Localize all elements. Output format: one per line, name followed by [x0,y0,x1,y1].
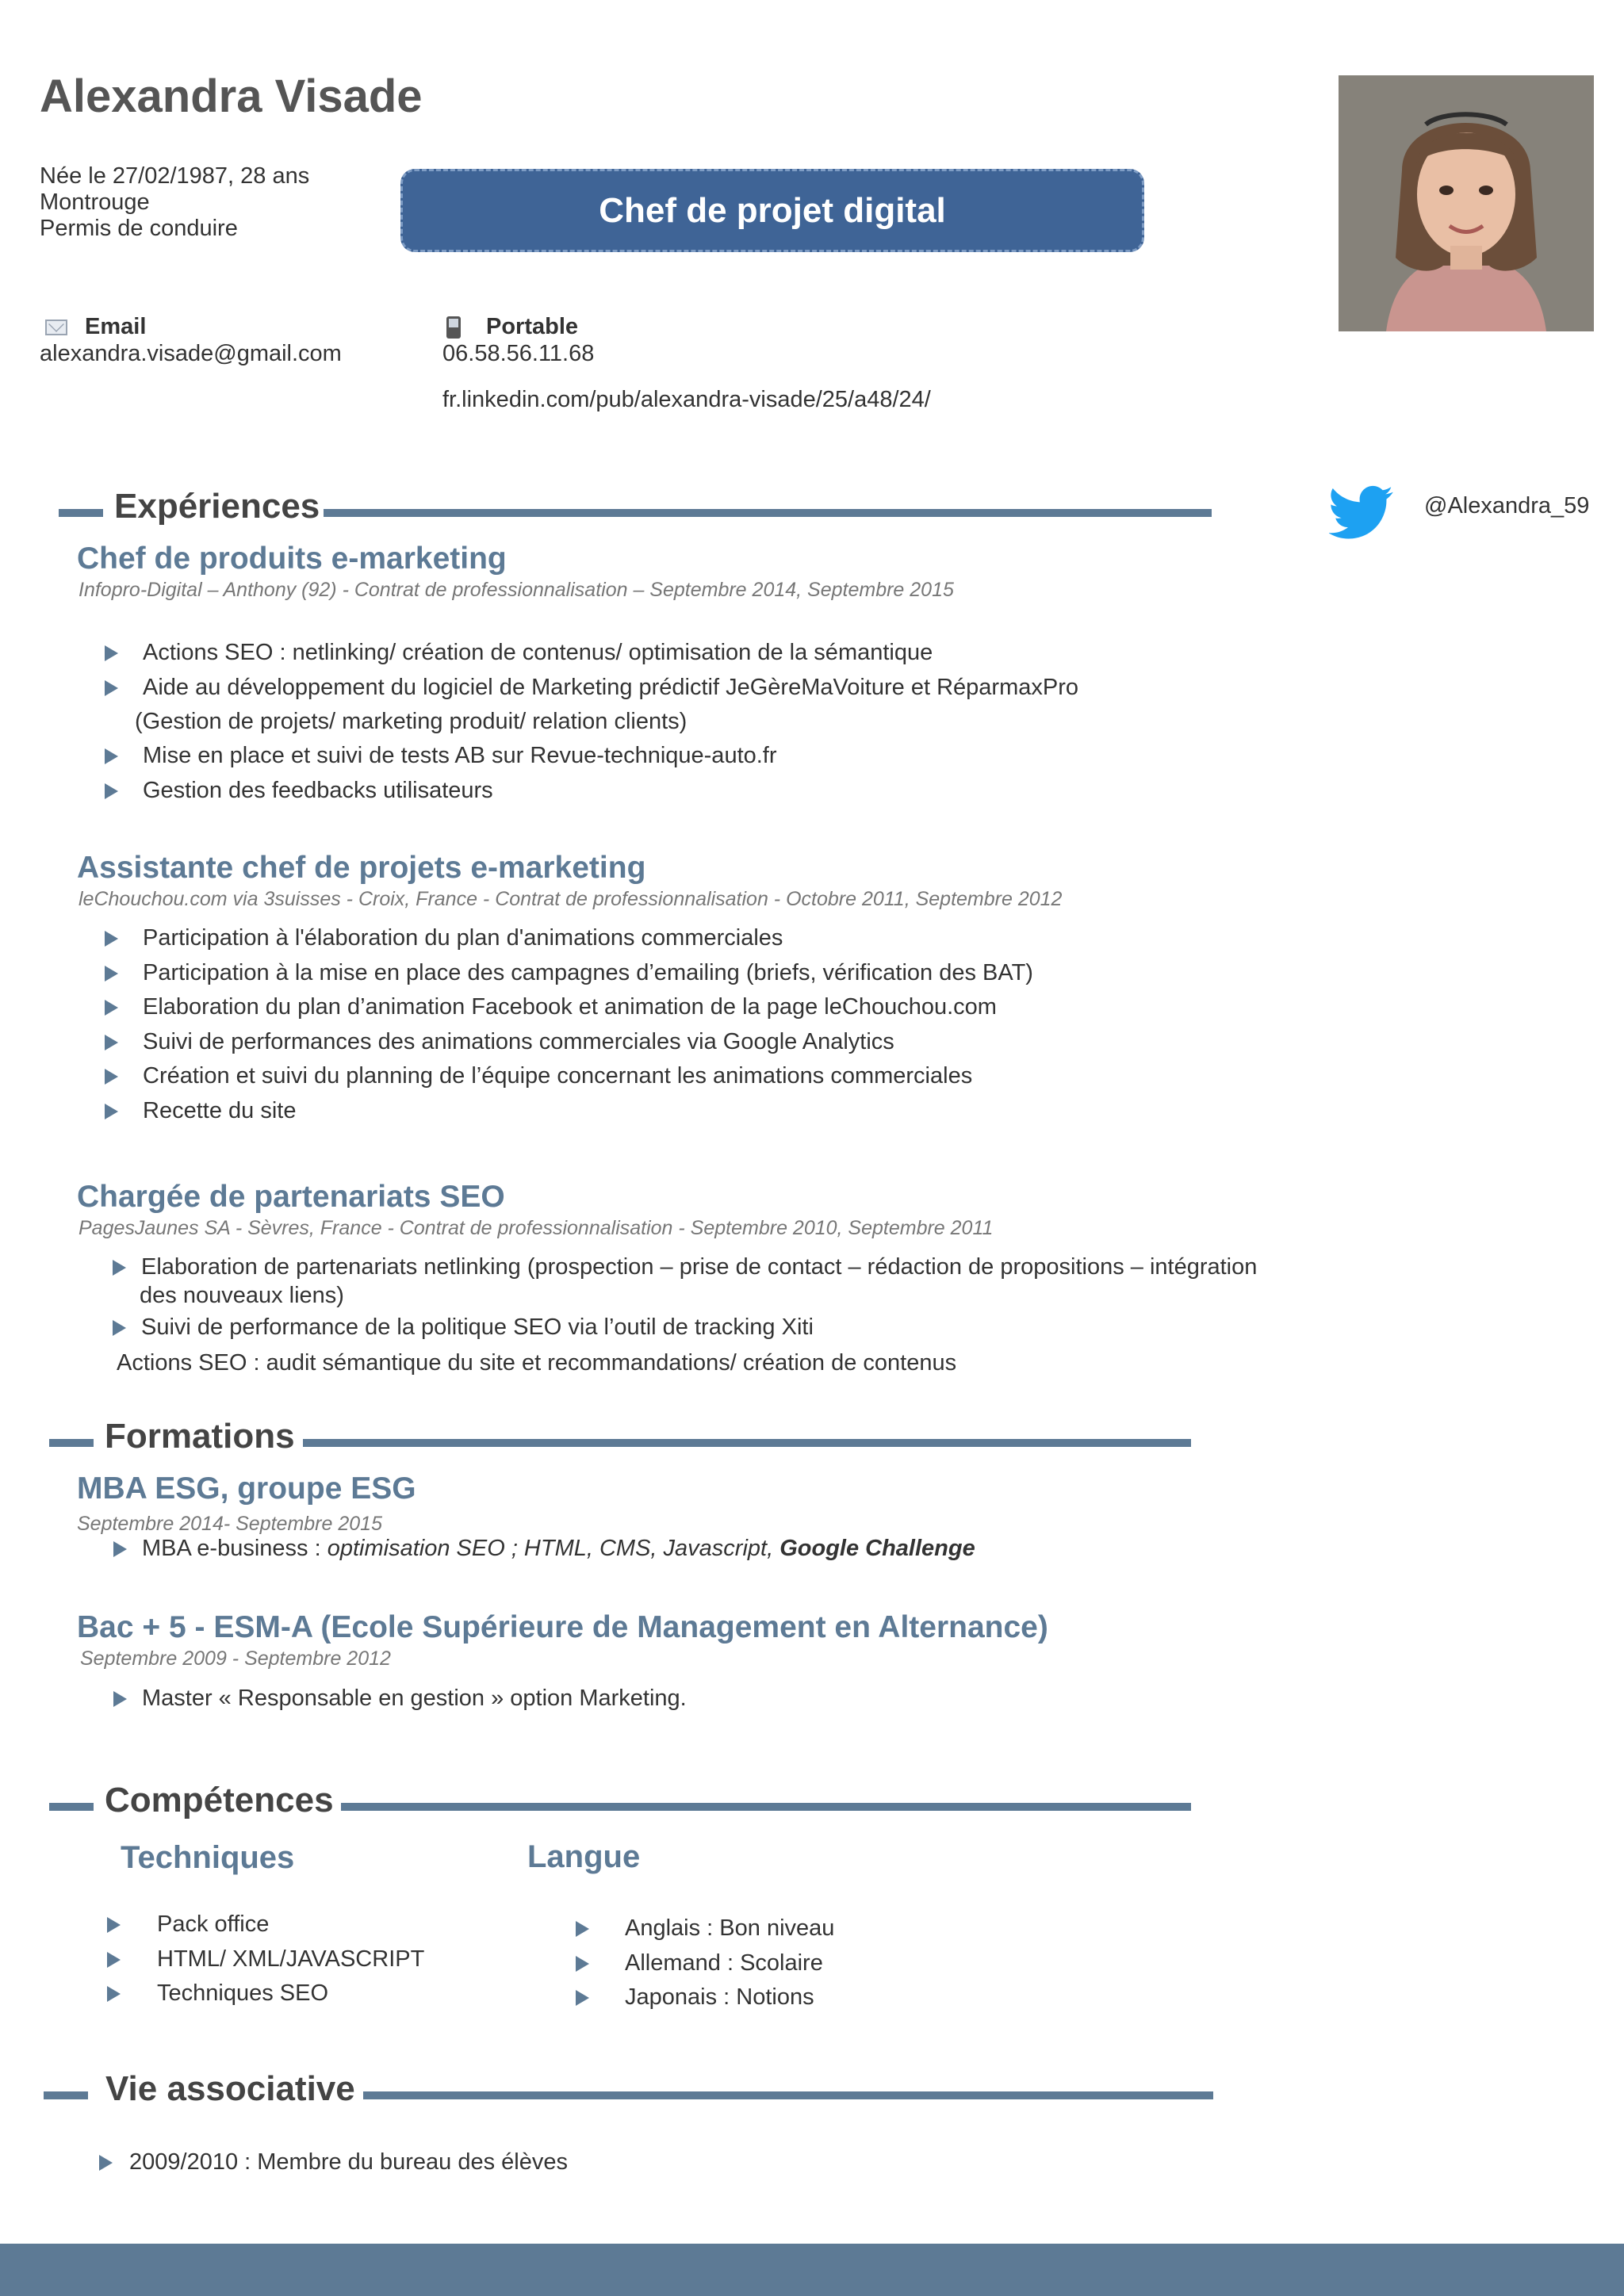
phone-value: 06.58.56.11.68 [442,341,595,366]
associative-heading: Vie associative [105,2069,355,2108]
profile-photo [1339,75,1594,331]
job-bullet-continuation: (Gestion de projets/ marketing produit/ relation clients) [135,709,688,734]
job-bullets [105,739,777,808]
list-item: Création et suivi du planning de l’équipe concernant les animations commerciales [105,1059,1033,1094]
job-title: Chef de produits e-marketing [77,541,507,576]
competences-heading: Compétences [105,1781,334,1820]
formation-meta: Septembre 2014- Septembre 2015 [77,1513,382,1535]
job-bullets [113,1250,1257,1285]
list-item [113,1532,975,1567]
envelope-icon [45,320,67,335]
list-item: Mise en place et suivi de tests AB sur Revue-technique-auto.fr [105,739,777,774]
list-item: Participation à l'élaboration du plan d'animations commerciales [105,921,1033,956]
job-bullet-continuation: des nouveaux liens) [140,1283,344,1308]
bullet-bold: Google Challenge [779,1536,975,1561]
bullet-italic: optimisation SEO ; HTML, CMS, Javascript, [327,1536,780,1561]
personal-info [40,163,309,242]
phone-label-text: Portable [486,314,579,339]
job-extra-line: Actions SEO : audit sémantique du site et recommandations/ création de contenus [117,1350,957,1376]
job-meta: PagesJaunes SA - Sèvres, France - Contrat de professionnalisation - Septembre 2010, Septembre 2011 [79,1217,994,1239]
twitter-handle[interactable]: @Alexandra_59 [1424,493,1590,519]
email-value[interactable]: alexandra.visade@gmail.com [40,341,342,366]
birth-info: Née le 27/02/1987, 28 ans [40,163,310,189]
section-rule-left [59,509,103,517]
twitter-bird-icon [1329,485,1394,541]
list-item: Actions SEO : netlinking/ création de contenus/ optimisation de la sémantique [105,636,1078,671]
list-item: Recette du site [105,1094,1033,1129]
section-rule-right [341,1803,1191,1811]
job-bullets [105,636,1078,705]
city-info: Montrouge [40,189,150,215]
formation-title: Bac + 5 - ESM-A (Ecole Supérieure de Management en Alternance) [77,1610,1048,1644]
section-rule-left [44,2091,88,2099]
job-meta: leChouchou.com via 3suisses - Croix, France - Contrat de professionnalisation - Octobre 2011, Septembre 2012 [79,888,1063,910]
list-item [113,1250,1257,1285]
formations-heading: Formations [105,1417,295,1456]
section-rule-right [303,1439,1191,1447]
list-item: Suivi de performance de la politique SEO via l’outil de tracking Xiti [113,1311,814,1345]
associative-list [99,2145,568,2180]
formation-title: MBA ESG, groupe ESG [77,1471,416,1506]
formation-bullets [113,1532,975,1567]
list-item: Japonais : Notions [576,1980,834,2015]
bullet-line: Elaboration de partenariats netlinking (prospection – prise de contact – rédaction de propositions – intégration [141,1254,1258,1280]
candidate-name: Alexandra Visade [40,71,423,122]
list-item: Master « Responsable en gestion » option Marketing. [113,1682,687,1716]
techniques-list [107,1908,424,2011]
linkedin-link[interactable]: fr.linkedin.com/pub/alexandra-visade/25/a48/24/ [442,387,931,412]
email-label [45,314,146,340]
job-title-banner: Chef de projet digital [400,169,1144,252]
list-item: Anglais : Bon niveau [576,1911,834,1946]
job-meta: Infopro-Digital – Anthony (92) - Contrat de professionnalisation – Septembre 2014, Septembre 2015 [79,579,954,601]
phone-label [446,314,578,340]
experiences-heading: Expériences [114,487,320,526]
list-item: Participation à la mise en place des campagnes d’emailing (briefs, vérification des BAT) [105,956,1033,991]
list-item: Allemand : Scolaire [576,1946,834,1981]
formation-meta: Septembre 2009 - Septembre 2012 [80,1647,391,1670]
list-item: Suivi de performances des animations commerciales via Google Analytics [105,1025,1033,1060]
langue-heading: Langue [527,1839,641,1874]
footer-bar [0,2244,1624,2296]
list-item: Pack office [107,1908,424,1942]
portrait-illustration [1339,75,1594,331]
job-title: Assistante chef de projets e-marketing [77,851,646,885]
list-item: HTML/ XML/JAVASCRIPT [107,1942,424,1977]
section-rule-right [363,2091,1213,2099]
mobile-phone-icon [446,316,461,339]
list-item: Techniques SEO [107,1976,424,2011]
section-rule-left [49,1803,94,1811]
job-title: Chargée de partenariats SEO [77,1180,505,1214]
techniques-heading: Techniques [121,1840,295,1875]
list-item: Aide au développement du logiciel de Marketing prédictif JeGèreMaVoiture et RéparmaxPro [105,671,1078,706]
formation-bullets [113,1682,687,1716]
bullet-prefix: MBA e-business : [142,1536,327,1561]
langues-list [576,1911,834,2015]
list-item: Gestion des feedbacks utilisateurs [105,774,777,809]
section-rule-right [324,509,1212,517]
job-bullets [105,921,1033,1128]
email-label-text: Email [85,314,147,339]
section-rule-left [49,1439,94,1447]
list-item: 2009/2010 : Membre du bureau des élèves [99,2145,568,2180]
license-info: Permis de conduire [40,216,238,241]
list-item: Elaboration du plan d’animation Facebook et animation de la page leChouchou.com [105,990,1033,1025]
job-bullets [113,1311,814,1345]
